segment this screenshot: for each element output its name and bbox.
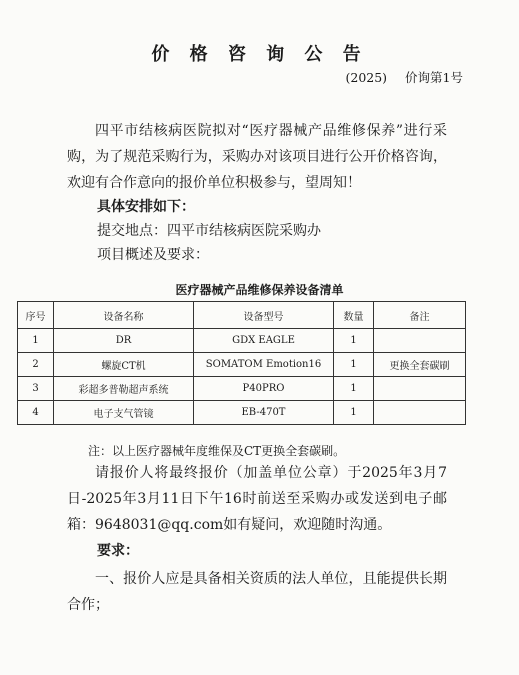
document-number <box>345 68 463 86</box>
cell-device-model: P40PRO <box>194 377 334 401</box>
doc-serial: 价询第1号 <box>405 70 463 85</box>
table-row <box>18 401 466 425</box>
equipment-table <box>17 301 466 425</box>
cell-remark <box>374 401 466 425</box>
cell-index: 3 <box>18 377 54 401</box>
quote-paragraph: 请报价人将最终报价（加盖单位公章）于2025年3月7日-2025年3月11日下午16时前送至采购办或发送到电子邮箱：9648031@qq.com如有疑问，欢迎随时沟通。 <box>67 465 447 533</box>
header-device-name: 设备名称 <box>54 302 194 329</box>
header-device-model: 设备型号 <box>194 302 334 329</box>
cell-index: 4 <box>18 401 54 425</box>
cell-quantity: 1 <box>334 377 374 401</box>
table-note: 注：以上医疗器械年度维保及CT更换全套碳刷。 <box>88 444 346 458</box>
table-row <box>18 377 466 401</box>
intro-paragraph: 四平市结核病医院拟对“医疗器械产品维修保养”进行采购，为了规范采购行为，采购办对该项目进行公开价格咨询，欢迎有合作意向的报价单位积极参与，望周知！ <box>67 123 447 191</box>
cell-quantity: 1 <box>334 401 374 425</box>
table-row <box>18 329 466 353</box>
requirement-item-1: 一、报价人应是具备相关资质的法人单位，且能提供长期合作； <box>67 571 447 613</box>
header-quantity: 数量 <box>334 302 374 329</box>
table-header-row <box>18 302 466 329</box>
overview-heading: 项目概述及要求： <box>97 247 209 263</box>
cell-device-name: 彩超多普勒超声系统 <box>54 377 194 401</box>
cell-index: 1 <box>18 329 54 353</box>
header-index: 序号 <box>18 302 54 329</box>
table-title: 医疗器械产品维修保养设备清单 <box>175 283 344 297</box>
cell-device-name: 螺旋CT机 <box>54 353 194 377</box>
cell-device-model: EB-470T <box>194 401 334 425</box>
doc-year: (2025) <box>345 70 388 85</box>
table-row <box>18 353 466 377</box>
header-remark: 备注 <box>374 302 466 329</box>
cell-device-model: SOMATOM Emotion16 <box>194 353 334 377</box>
cell-quantity: 1 <box>334 329 374 353</box>
requirements-heading: 要求： <box>97 543 139 559</box>
document-title: 价 格 咨 询 公 告 <box>151 44 368 65</box>
submit-location: 提交地点：四平市结核病医院采购办 <box>97 223 321 239</box>
cell-device-model: GDX EAGLE <box>194 329 334 353</box>
cell-remark <box>374 329 466 353</box>
cell-device-name: 电子支气管镜 <box>54 401 194 425</box>
arrangement-heading: 具体安排如下： <box>97 199 195 215</box>
cell-remark <box>374 377 466 401</box>
cell-remark: 更换全套碳刷 <box>374 353 466 377</box>
cell-quantity: 1 <box>334 353 374 377</box>
cell-device-name: DR <box>54 329 194 353</box>
cell-index: 2 <box>18 353 54 377</box>
